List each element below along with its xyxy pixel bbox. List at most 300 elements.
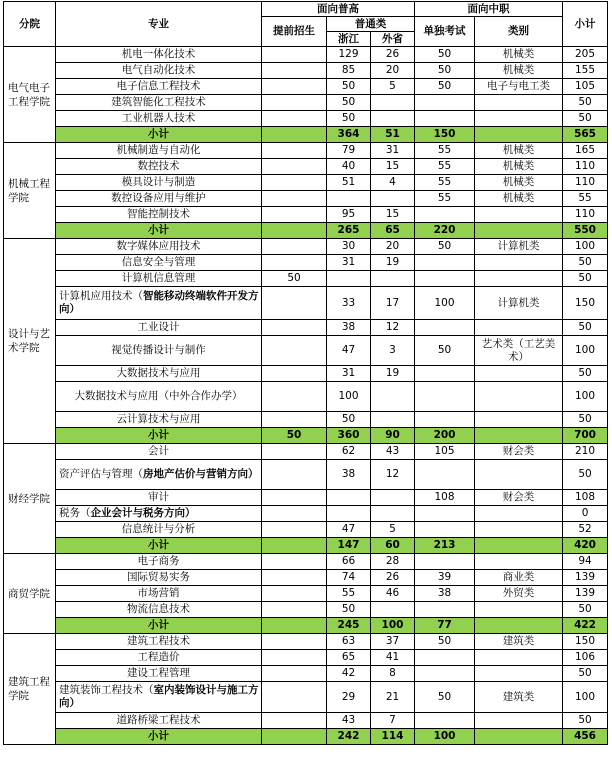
outside-cell <box>371 382 415 412</box>
single-exam-cell: 55 <box>415 143 475 159</box>
early-admission-cell <box>262 207 327 223</box>
single-exam-cell: 50 <box>415 63 475 79</box>
major-name: 数字媒体应用技术 <box>56 239 262 255</box>
single-exam-cell <box>415 95 475 111</box>
total-cell: 110 <box>563 159 608 175</box>
subtotal-label: 小计 <box>56 618 262 634</box>
outside-cell: 3 <box>371 336 415 366</box>
zhejiang-cell: 38 <box>327 460 371 490</box>
zhejiang-cell <box>327 506 371 522</box>
total-cell: 50 <box>563 320 608 336</box>
outside-cell: 17 <box>371 287 415 320</box>
table-row <box>4 444 608 460</box>
subtotal-early-admission <box>262 729 327 745</box>
major-name: 云计算技术与应用 <box>56 412 262 428</box>
subtotal-total: 700 <box>563 428 608 444</box>
outside-cell: 19 <box>371 255 415 271</box>
table-row <box>4 95 608 111</box>
major-name <box>56 287 262 320</box>
single-exam-cell: 50 <box>415 682 475 713</box>
table-row <box>4 79 608 95</box>
table-row <box>4 287 608 320</box>
total-cell: 50 <box>563 271 608 287</box>
zhejiang-cell: 31 <box>327 255 371 271</box>
single-exam-cell: 50 <box>415 239 475 255</box>
outside-cell <box>371 506 415 522</box>
single-exam-cell <box>415 666 475 682</box>
major-name: 物流信息技术 <box>56 602 262 618</box>
total-cell: 110 <box>563 175 608 191</box>
total-cell: 139 <box>563 570 608 586</box>
single-exam-cell: 38 <box>415 586 475 602</box>
total-cell: 139 <box>563 586 608 602</box>
subtotal-single-exam: 77 <box>415 618 475 634</box>
subtotal-single-exam: 150 <box>415 127 475 143</box>
early-admission-cell <box>262 382 327 412</box>
outside-cell <box>371 602 415 618</box>
total-cell: 94 <box>563 554 608 570</box>
total-cell: 100 <box>563 682 608 713</box>
single-exam-cell <box>415 207 475 223</box>
single-exam-cell: 39 <box>415 570 475 586</box>
total-cell: 52 <box>563 522 608 538</box>
early-admission-cell <box>262 522 327 538</box>
zhejiang-cell: 66 <box>327 554 371 570</box>
category-cell: 计算机类 <box>475 239 563 255</box>
outside-cell: 46 <box>371 586 415 602</box>
category-cell: 机械类 <box>475 143 563 159</box>
zhejiang-cell: 85 <box>327 63 371 79</box>
category-cell: 计算机类 <box>475 287 563 320</box>
single-exam-cell: 50 <box>415 336 475 366</box>
single-exam-cell <box>415 650 475 666</box>
early-admission-cell <box>262 602 327 618</box>
total-cell: 50 <box>563 255 608 271</box>
early-admission-cell <box>262 460 327 490</box>
outside-cell: 26 <box>371 570 415 586</box>
category-cell <box>475 602 563 618</box>
category-cell <box>475 207 563 223</box>
major-name <box>56 682 262 713</box>
single-exam-cell <box>415 460 475 490</box>
table-row <box>4 271 608 287</box>
subtotal-row <box>4 428 608 444</box>
major-name-text: 资产评估与管理（ <box>59 468 143 480</box>
single-exam-cell <box>415 271 475 287</box>
subtotal-outside: 90 <box>371 428 415 444</box>
major-name: 道路桥梁工程技术 <box>56 713 262 729</box>
early-admission-cell <box>262 79 327 95</box>
zhejiang-cell <box>327 191 371 207</box>
single-exam-cell <box>415 255 475 271</box>
major-name: 审计 <box>56 490 262 506</box>
table-row <box>4 175 608 191</box>
major-name: 信息安全与管理 <box>56 255 262 271</box>
col-header-college: 分院 <box>4 2 56 47</box>
single-exam-cell: 55 <box>415 191 475 207</box>
outside-cell: 12 <box>371 320 415 336</box>
subtotal-outside: 65 <box>371 223 415 239</box>
zhejiang-cell: 50 <box>327 95 371 111</box>
table-row <box>4 682 608 713</box>
early-admission-cell <box>262 490 327 506</box>
college-name: 设计与艺术学院 <box>4 239 56 444</box>
single-exam-cell <box>415 320 475 336</box>
early-admission-cell <box>262 586 327 602</box>
zhejiang-cell: 50 <box>327 79 371 95</box>
early-admission-cell <box>262 175 327 191</box>
col-header-outside: 外省 <box>371 32 415 47</box>
subtotal-single-exam: 200 <box>415 428 475 444</box>
major-name: 大数据技术与应用 <box>56 366 262 382</box>
early-admission-cell <box>262 111 327 127</box>
subtotal-zhejiang: 265 <box>327 223 371 239</box>
subtotal-row <box>4 538 608 554</box>
col-header-category: 类别 <box>475 17 563 47</box>
zhejiang-cell: 55 <box>327 586 371 602</box>
zhejiang-cell: 74 <box>327 570 371 586</box>
outside-cell: 20 <box>371 63 415 79</box>
major-name: 建设工程管理 <box>56 666 262 682</box>
subtotal-row <box>4 618 608 634</box>
total-cell: 50 <box>563 460 608 490</box>
early-admission-cell <box>262 287 327 320</box>
total-cell: 100 <box>563 239 608 255</box>
subtotal-outside: 114 <box>371 729 415 745</box>
early-admission-cell <box>262 239 327 255</box>
category-cell: 建筑类 <box>475 634 563 650</box>
table-row <box>4 207 608 223</box>
category-cell <box>475 271 563 287</box>
category-cell: 机械类 <box>475 191 563 207</box>
total-cell: 165 <box>563 143 608 159</box>
category-cell <box>475 554 563 570</box>
major-name: 数控设备应用与维护 <box>56 191 262 207</box>
subtotal-early-admission <box>262 127 327 143</box>
table-row <box>4 159 608 175</box>
col-header-total: 小计 <box>563 2 608 47</box>
early-admission-cell <box>262 159 327 175</box>
major-name: 模具设计与制造 <box>56 175 262 191</box>
early-admission-cell <box>262 650 327 666</box>
category-cell: 建筑类 <box>475 682 563 713</box>
table-row <box>4 336 608 366</box>
single-exam-cell: 50 <box>415 79 475 95</box>
col-header-regular: 普通类 <box>327 17 415 32</box>
single-exam-cell <box>415 412 475 428</box>
early-admission-cell <box>262 666 327 682</box>
subtotal-zhejiang: 245 <box>327 618 371 634</box>
subtotal-single-exam: 220 <box>415 223 475 239</box>
outside-cell: 37 <box>371 634 415 650</box>
outside-cell: 41 <box>371 650 415 666</box>
table-row <box>4 522 608 538</box>
subtotal-label: 小计 <box>56 729 262 745</box>
table-row <box>4 239 608 255</box>
single-exam-cell <box>415 366 475 382</box>
category-cell <box>475 460 563 490</box>
single-exam-cell <box>415 522 475 538</box>
single-exam-cell: 50 <box>415 634 475 650</box>
subtotal-row <box>4 223 608 239</box>
single-exam-cell: 105 <box>415 444 475 460</box>
major-name: 数控技术 <box>56 159 262 175</box>
early-admission-cell <box>262 682 327 713</box>
category-cell <box>475 255 563 271</box>
category-cell <box>475 666 563 682</box>
single-exam-cell <box>415 111 475 127</box>
early-admission-cell <box>262 713 327 729</box>
total-cell: 150 <box>563 287 608 320</box>
table-row <box>4 320 608 336</box>
zhejiang-cell: 50 <box>327 602 371 618</box>
major-name: 建筑工程技术 <box>56 634 262 650</box>
major-name <box>56 460 262 490</box>
outside-cell: 20 <box>371 239 415 255</box>
major-name <box>56 506 262 522</box>
zhejiang-cell: 29 <box>327 682 371 713</box>
major-name-text: 计算机应用技术（ <box>59 290 143 302</box>
enrollment-plan-table <box>3 1 608 745</box>
category-cell <box>475 366 563 382</box>
subtotal-zhejiang: 364 <box>327 127 371 143</box>
zhejiang-cell: 50 <box>327 111 371 127</box>
subtotal-row <box>4 729 608 745</box>
table-row <box>4 63 608 79</box>
early-admission-cell <box>262 95 327 111</box>
subtotal-category <box>475 729 563 745</box>
table-row <box>4 490 608 506</box>
category-cell: 艺术类（工艺美术） <box>475 336 563 366</box>
total-cell: 50 <box>563 366 608 382</box>
table-row <box>4 666 608 682</box>
single-exam-cell: 100 <box>415 287 475 320</box>
outside-cell: 15 <box>371 207 415 223</box>
zhejiang-cell: 50 <box>327 412 371 428</box>
single-exam-cell <box>415 602 475 618</box>
table-row <box>4 111 608 127</box>
category-cell <box>475 506 563 522</box>
total-cell: 50 <box>563 412 608 428</box>
category-cell <box>475 412 563 428</box>
zhejiang-cell: 31 <box>327 366 371 382</box>
table-row <box>4 602 608 618</box>
total-cell: 110 <box>563 207 608 223</box>
outside-cell: 43 <box>371 444 415 460</box>
subtotal-zhejiang: 360 <box>327 428 371 444</box>
table-row <box>4 586 608 602</box>
total-cell: 155 <box>563 63 608 79</box>
major-name: 大数据技术与应用（中外合作办学） <box>56 382 262 412</box>
subtotal-total: 565 <box>563 127 608 143</box>
zhejiang-cell: 33 <box>327 287 371 320</box>
zhejiang-cell: 38 <box>327 320 371 336</box>
outside-cell: 19 <box>371 366 415 382</box>
outside-cell <box>371 191 415 207</box>
total-cell: 50 <box>563 602 608 618</box>
zhejiang-cell: 47 <box>327 336 371 366</box>
subtotal-outside: 60 <box>371 538 415 554</box>
single-exam-cell: 55 <box>415 175 475 191</box>
major-name: 建筑智能化工程技术 <box>56 95 262 111</box>
major-name: 工业机器人技术 <box>56 111 262 127</box>
major-name: 工业设计 <box>56 320 262 336</box>
early-admission-cell <box>262 366 327 382</box>
table-row <box>4 460 608 490</box>
zhejiang-cell: 95 <box>327 207 371 223</box>
zhejiang-cell: 47 <box>327 522 371 538</box>
category-cell: 商业类 <box>475 570 563 586</box>
zhejiang-cell <box>327 490 371 506</box>
early-admission-cell <box>262 320 327 336</box>
subtotal-single-exam: 100 <box>415 729 475 745</box>
major-name: 电子信息工程技术 <box>56 79 262 95</box>
major-name: 计算机信息管理 <box>56 271 262 287</box>
outside-cell <box>371 271 415 287</box>
category-cell <box>475 650 563 666</box>
category-cell: 机械类 <box>475 47 563 63</box>
early-admission-cell <box>262 191 327 207</box>
early-admission-cell <box>262 255 327 271</box>
col-header-vocational: 面向中职 <box>415 2 563 17</box>
zhejiang-cell: 129 <box>327 47 371 63</box>
col-header-general-high: 面向普高 <box>262 2 415 17</box>
subtotal-category <box>475 127 563 143</box>
subtotal-label: 小计 <box>56 223 262 239</box>
subtotal-early-admission <box>262 538 327 554</box>
total-cell: 50 <box>563 95 608 111</box>
college-name: 商贸学院 <box>4 554 56 634</box>
subtotal-category <box>475 223 563 239</box>
category-cell <box>475 95 563 111</box>
outside-cell <box>371 111 415 127</box>
table-row <box>4 506 608 522</box>
table-row <box>4 634 608 650</box>
zhejiang-cell: 40 <box>327 159 371 175</box>
major-name: 智能控制技术 <box>56 207 262 223</box>
total-cell: 108 <box>563 490 608 506</box>
outside-cell <box>371 95 415 111</box>
zhejiang-cell: 42 <box>327 666 371 682</box>
early-admission-cell: 50 <box>262 271 327 287</box>
category-cell: 机械类 <box>475 175 563 191</box>
early-admission-cell <box>262 47 327 63</box>
college-name: 建筑工程学院 <box>4 634 56 745</box>
major-name: 信息统计与分析 <box>56 522 262 538</box>
total-cell: 55 <box>563 191 608 207</box>
subtotal-total: 456 <box>563 729 608 745</box>
subtotal-label: 小计 <box>56 538 262 554</box>
outside-cell <box>371 412 415 428</box>
major-name-text: 建筑装饰工程技术（ <box>59 684 154 696</box>
subtotal-label: 小计 <box>56 127 262 143</box>
subtotal-early-admission <box>262 618 327 634</box>
outside-cell: 21 <box>371 682 415 713</box>
single-exam-cell <box>415 554 475 570</box>
subtotal-category <box>475 428 563 444</box>
category-cell: 机械类 <box>475 159 563 175</box>
subtotal-total: 422 <box>563 618 608 634</box>
major-name: 机电一体化技术 <box>56 47 262 63</box>
zhejiang-cell <box>327 271 371 287</box>
major-direction: 室内装饰设计与施工方向） <box>59 684 259 709</box>
category-cell <box>475 382 563 412</box>
table-row <box>4 366 608 382</box>
category-cell: 机械类 <box>475 63 563 79</box>
outside-cell: 26 <box>371 47 415 63</box>
category-cell <box>475 522 563 538</box>
single-exam-cell: 55 <box>415 159 475 175</box>
total-cell: 106 <box>563 650 608 666</box>
major-name: 电子商务 <box>56 554 262 570</box>
table-row <box>4 713 608 729</box>
col-header-early-admission: 提前招生 <box>262 17 327 47</box>
subtotal-early-admission <box>262 223 327 239</box>
category-cell <box>475 111 563 127</box>
outside-cell: 31 <box>371 143 415 159</box>
single-exam-cell <box>415 506 475 522</box>
total-cell: 50 <box>563 713 608 729</box>
early-admission-cell <box>262 554 327 570</box>
col-header-zhejiang: 浙江 <box>327 32 371 47</box>
col-header-major: 专业 <box>56 2 262 47</box>
category-cell: 外贸类 <box>475 586 563 602</box>
single-exam-cell <box>415 713 475 729</box>
outside-cell: 7 <box>371 713 415 729</box>
major-name: 视觉传播设计与制作 <box>56 336 262 366</box>
early-admission-cell <box>262 506 327 522</box>
outside-cell: 28 <box>371 554 415 570</box>
early-admission-cell <box>262 412 327 428</box>
single-exam-cell <box>415 382 475 412</box>
subtotal-row <box>4 127 608 143</box>
major-direction: 房地产估价与营销方向） <box>143 468 259 480</box>
zhejiang-cell: 30 <box>327 239 371 255</box>
zhejiang-cell: 43 <box>327 713 371 729</box>
total-cell: 150 <box>563 634 608 650</box>
table-row <box>4 191 608 207</box>
table-row <box>4 382 608 412</box>
subtotal-single-exam: 213 <box>415 538 475 554</box>
zhejiang-cell: 79 <box>327 143 371 159</box>
single-exam-cell: 50 <box>415 47 475 63</box>
total-cell: 50 <box>563 111 608 127</box>
major-direction: 智能移动终端软件开发方向） <box>59 290 259 315</box>
table-row <box>4 570 608 586</box>
subtotal-zhejiang: 147 <box>327 538 371 554</box>
early-admission-cell <box>262 143 327 159</box>
outside-cell <box>371 490 415 506</box>
total-cell: 100 <box>563 336 608 366</box>
major-name: 机械制造与自动化 <box>56 143 262 159</box>
category-cell: 财会类 <box>475 490 563 506</box>
major-name: 市场营销 <box>56 586 262 602</box>
outside-cell: 15 <box>371 159 415 175</box>
subtotal-total: 550 <box>563 223 608 239</box>
total-cell: 0 <box>563 506 608 522</box>
col-header-single-exam: 单独考试 <box>415 17 475 47</box>
subtotal-total: 420 <box>563 538 608 554</box>
subtotal-early-admission: 50 <box>262 428 327 444</box>
zhejiang-cell: 65 <box>327 650 371 666</box>
zhejiang-cell: 51 <box>327 175 371 191</box>
major-name: 工程造价 <box>56 650 262 666</box>
total-cell: 205 <box>563 47 608 63</box>
subtotal-zhejiang: 242 <box>327 729 371 745</box>
early-admission-cell <box>262 336 327 366</box>
category-cell <box>475 713 563 729</box>
early-admission-cell <box>262 634 327 650</box>
